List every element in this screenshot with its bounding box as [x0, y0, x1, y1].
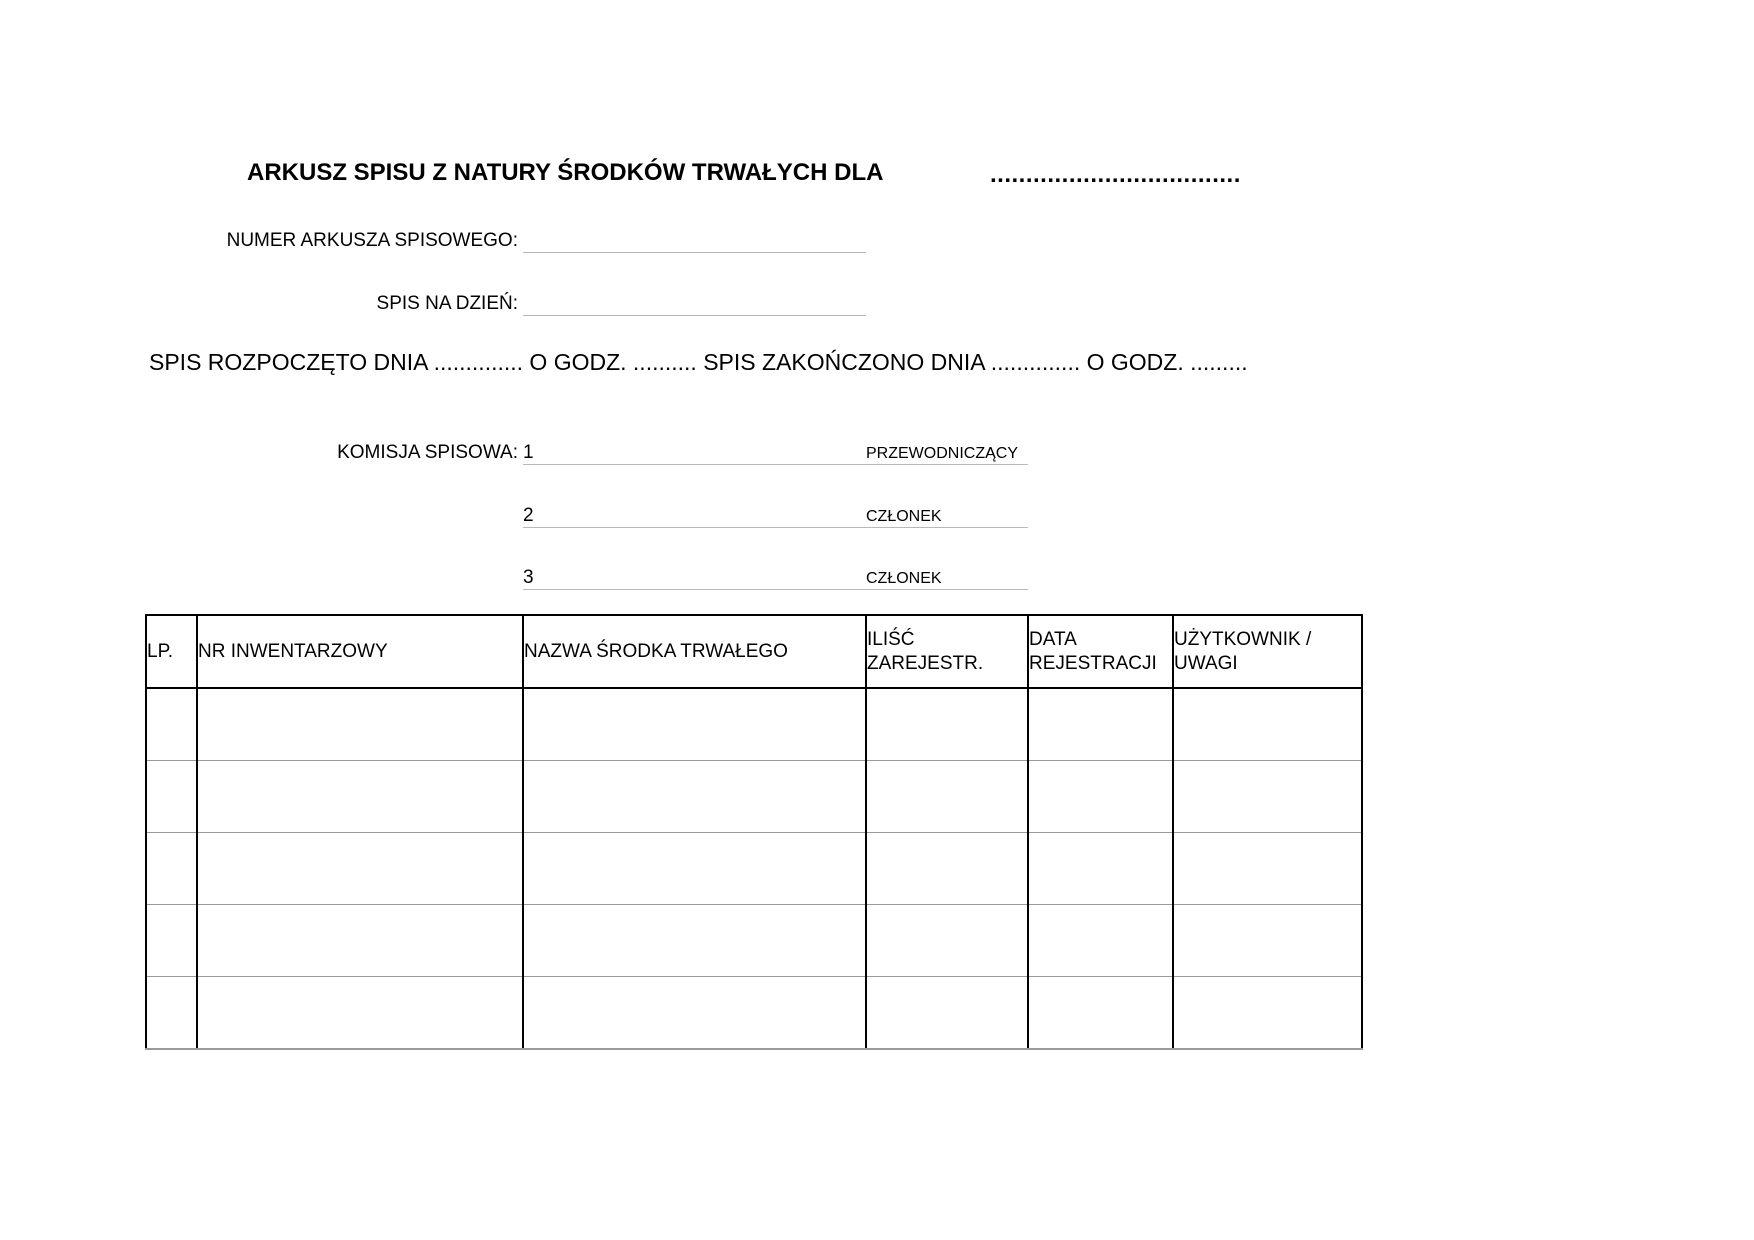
table-header-row: [146, 615, 1362, 688]
inventory-date-label: SPIS NA DZIEŃ:: [376, 293, 518, 314]
table-cell[interactable]: [197, 761, 523, 833]
table-cell[interactable]: [146, 977, 197, 1050]
table-cell[interactable]: [866, 977, 1028, 1050]
table-cell[interactable]: [1028, 905, 1173, 977]
table-cell[interactable]: [197, 833, 523, 905]
document-title: ARKUSZ SPISU Z NATURY ŚRODKÓW TRWAŁYCH DLA: [247, 159, 884, 186]
table-cell[interactable]: [523, 977, 866, 1050]
table-cell[interactable]: [866, 905, 1028, 977]
table-cell[interactable]: [1173, 977, 1362, 1050]
commission-label: KOMISJA SPISOWA:: [337, 442, 518, 463]
member-number: 1: [523, 442, 534, 463]
member-number: 2: [523, 505, 534, 526]
table-cell[interactable]: [197, 688, 523, 761]
inventory-start-end-line: SPIS ROZPOCZĘTO DNIA .............. O GODZ. .......... SPIS ZAKOŃCZONO DNIA .............. O GODZ. .........: [149, 349, 1248, 375]
table-row: [146, 833, 1362, 905]
column-header-quantity: ILIŚĆ ZAREJESTR.: [866, 615, 1028, 688]
commission-member-2-field[interactable]: [523, 527, 1028, 528]
table-cell[interactable]: [523, 688, 866, 761]
commission-member-3-field[interactable]: [523, 589, 1028, 590]
table-cell[interactable]: [146, 761, 197, 833]
table-row: [146, 761, 1362, 833]
table-cell[interactable]: [523, 761, 866, 833]
column-header-user-notes: UŻYTKOWNIK / UWAGI: [1173, 615, 1362, 688]
table-cell[interactable]: [146, 905, 197, 977]
table-cell[interactable]: [197, 977, 523, 1050]
inventory-table: [145, 614, 1363, 1050]
column-header-inventory-number: NR INWENTARZOWY: [197, 615, 523, 688]
table-cell[interactable]: [1028, 761, 1173, 833]
table-cell[interactable]: [523, 905, 866, 977]
table-cell[interactable]: [1173, 833, 1362, 905]
table-row: [146, 905, 1362, 977]
member-role-label: CZŁONEK: [866, 570, 942, 587]
table-cell[interactable]: [866, 833, 1028, 905]
title-fill-line: ...................................: [990, 161, 1241, 188]
table-cell[interactable]: [146, 833, 197, 905]
table-cell[interactable]: [1028, 833, 1173, 905]
column-header-lp: LP.: [146, 615, 197, 688]
member-number: 3: [523, 567, 534, 588]
inventory-date-field[interactable]: [523, 315, 866, 316]
sheet-number-field[interactable]: [523, 252, 866, 253]
commission-member-1-field[interactable]: [523, 464, 1028, 465]
table-cell[interactable]: [1028, 977, 1173, 1050]
column-header-asset-name: NAZWA ŚRODKA TRWAŁEGO: [523, 615, 866, 688]
table-row: [146, 977, 1362, 1050]
table-cell[interactable]: [146, 688, 197, 761]
table-cell[interactable]: [1173, 905, 1362, 977]
table-cell[interactable]: [866, 688, 1028, 761]
table-cell[interactable]: [197, 905, 523, 977]
member-role-label: PRZEWODNICZĄCY: [866, 445, 1018, 462]
table-cell[interactable]: [523, 833, 866, 905]
table-cell[interactable]: [1173, 761, 1362, 833]
inventory-table-wrapper: [145, 614, 1363, 1050]
member-role-label: CZŁONEK: [866, 508, 942, 525]
table-cell[interactable]: [1028, 688, 1173, 761]
table-cell[interactable]: [866, 761, 1028, 833]
sheet-number-label: NUMER ARKUSZA SPISOWEGO:: [226, 230, 518, 251]
table-cell[interactable]: [1173, 688, 1362, 761]
table-row: [146, 688, 1362, 761]
column-header-registration-date: DATA REJESTRACJI: [1028, 615, 1173, 688]
